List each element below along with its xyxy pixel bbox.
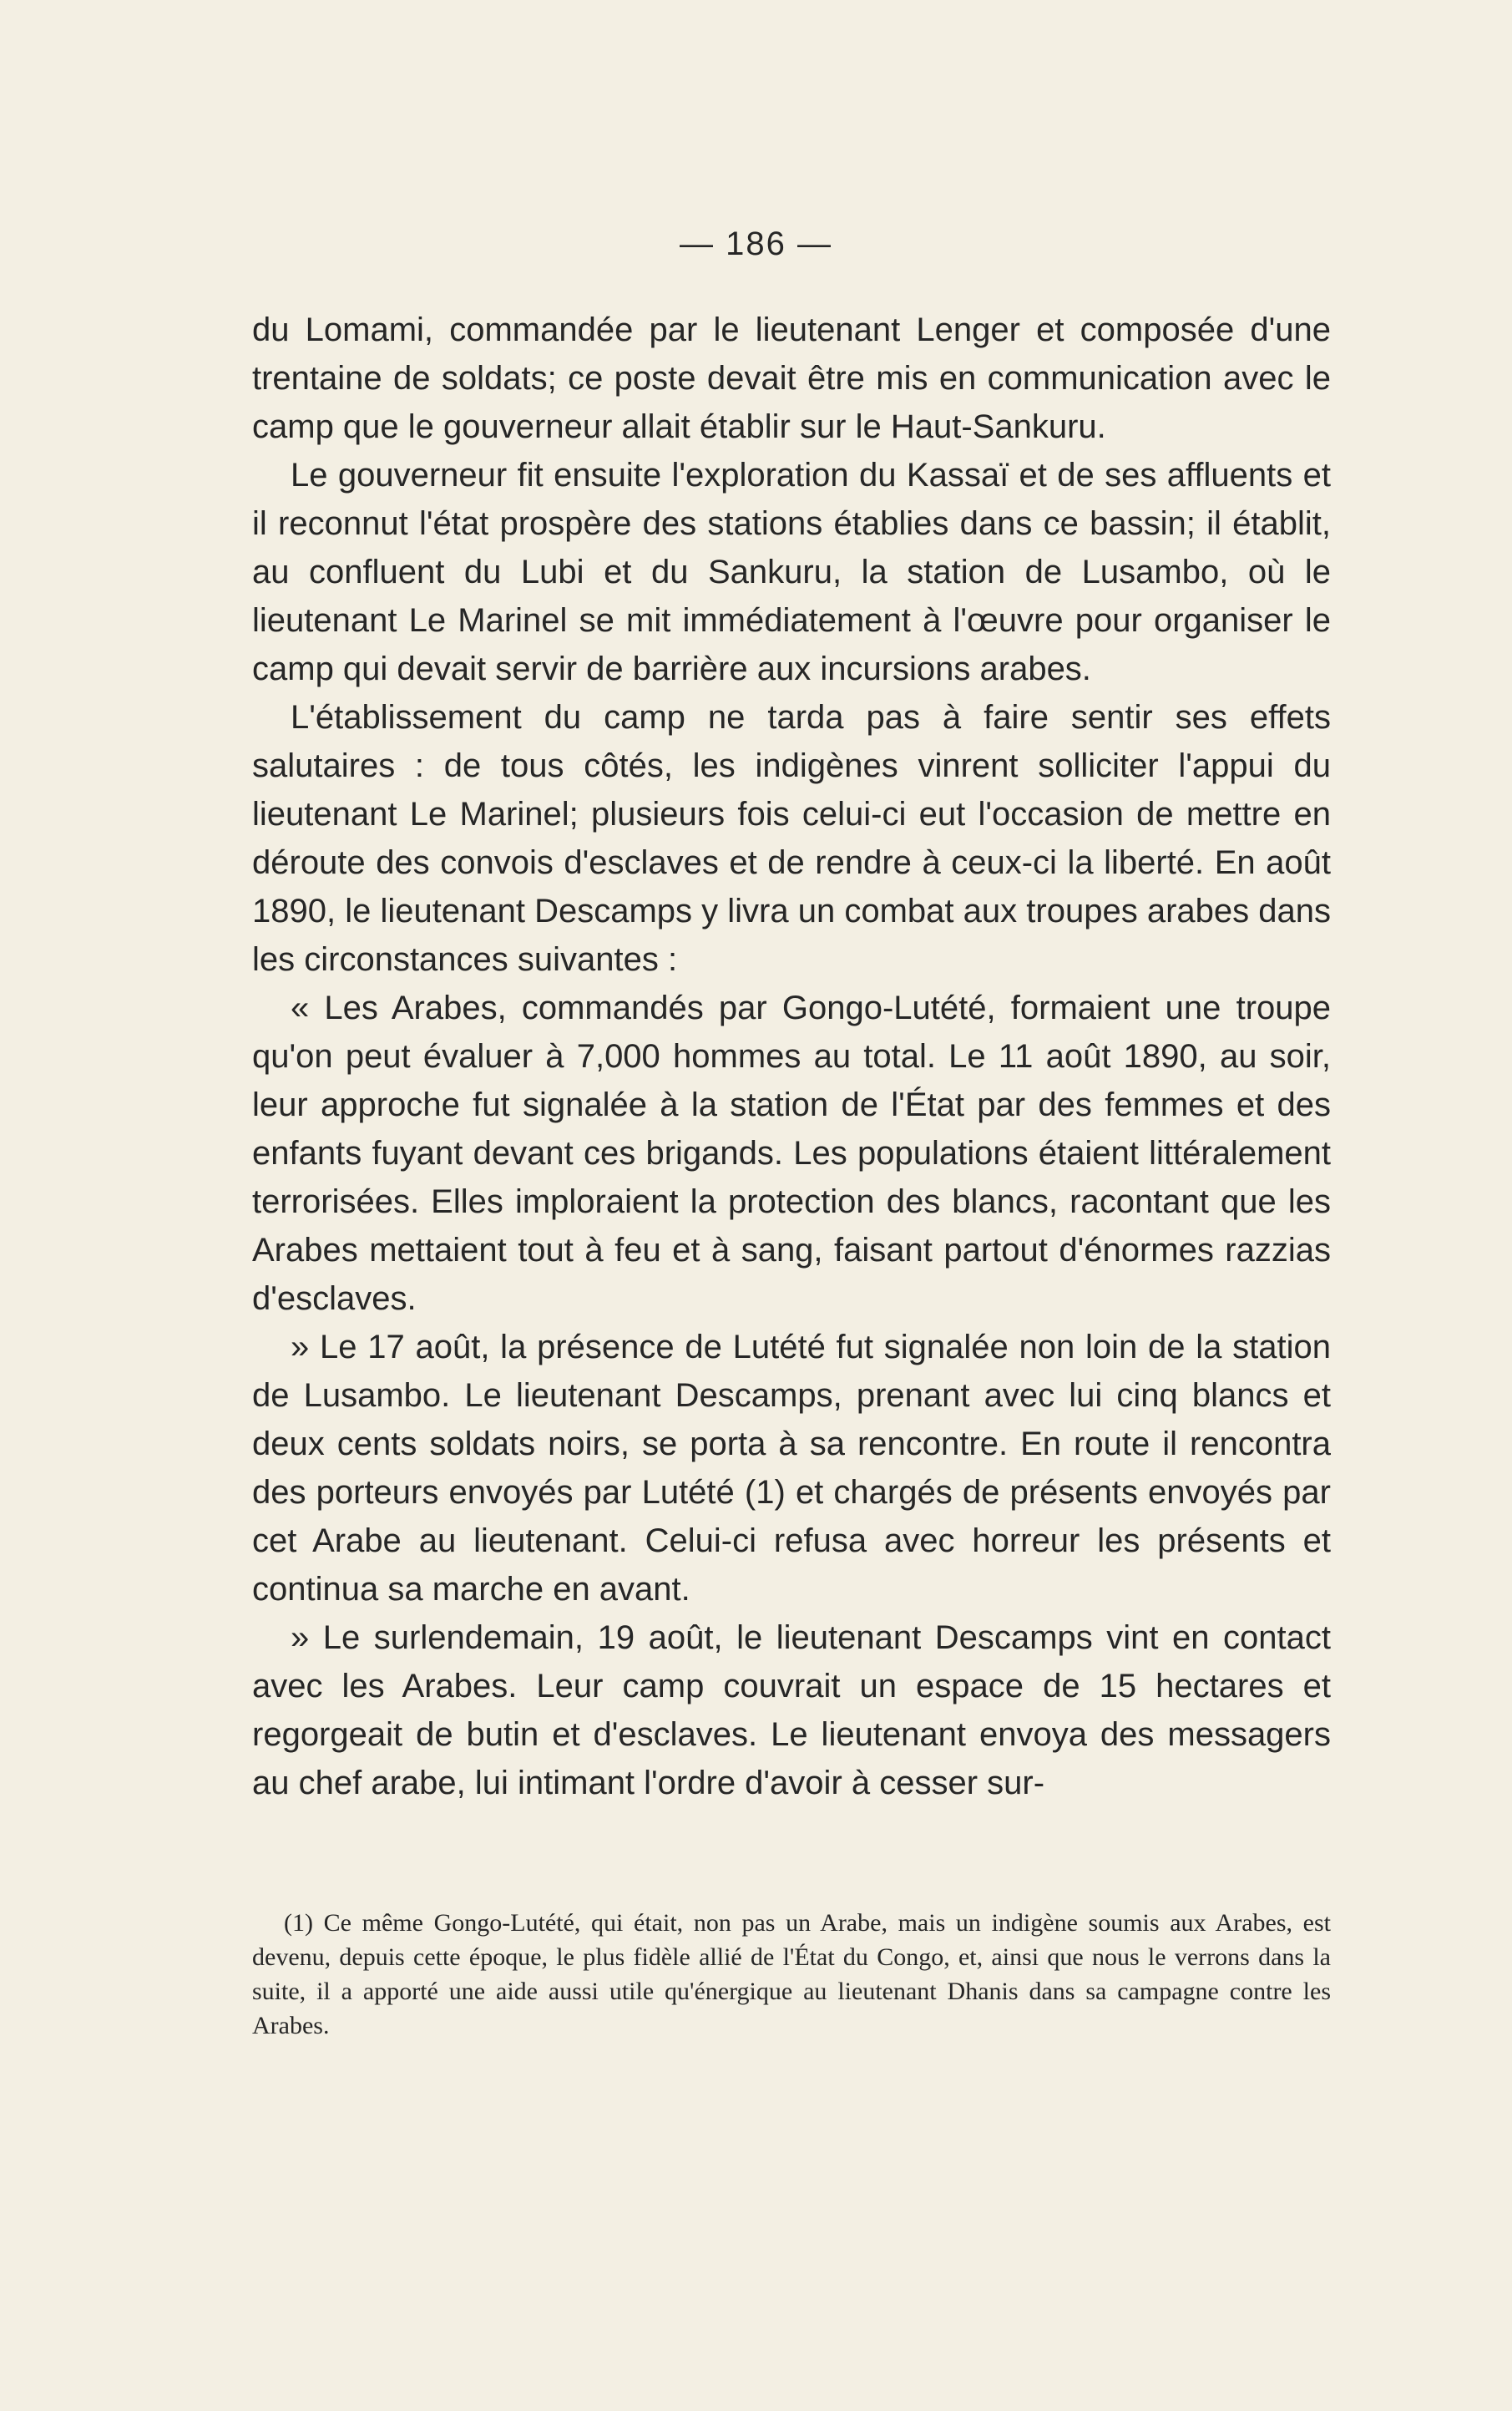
paragraph: » Le surlendemain, 19 août, le lieutenant Descamps vint en contact avec les Arabes. Leur camp couvrait un espace de 15 hectares et regorgeait de butin et d'esclaves. Le lieutenant envoya des messagers au chef arabe, lui intimant l'ordre d'avoir à cesser sur- [252,1619,1331,1801]
paragraph: du Lomami, commandée par le lieutenant Lenger et composée d'une trentaine de soldats; ce poste devait être mis en communication avec le camp que le gouverneur allait établir sur le Haut-Sankuru. [252,312,1331,445]
footnotes [252,1906,1331,2043]
footnote: (1) Ce même Gongo-Lutété, qui était, non pas un Arabe, mais un indigène soumis aux Arabes, est devenu, depuis cette époque, le plus fidèle allié de l'État du Congo, et, ainsi que nous le verrons dans la suite, il a apporté une aide aussi utile qu'énergique au lieutenant Dhanis dans sa campagne contre les Arabes. [252,1909,1331,2039]
paragraph: Le gouverneur fit ensuite l'exploration du Kassaï et de ses affluents et il reconnut l'état prospère des stations établies dans ce bassin; il établit, au confluent du Lubi et du Sankuru, la station de Lusambo, où le lieutenant Le Marinel se mit immédiatement à l'œuvre pour organiser le camp qui devait servir de barrière aux incursions arabes. [252,457,1331,687]
body-text [252,306,1331,1807]
paragraph: « Les Arabes, commandés par Gongo-Lutété, formaient une troupe qu'on peut évaluer à 7,000 hommes au total. Le 11 août 1890, au soir, leur approche fut signalée à la station de l'État par des femmes et des enfants fuyant devant ces brigands. Les populations étaient littéralement terrorisées. Elles imploraient la protection des blancs, racontant que les Arabes mettaient tout à feu et à sang, faisant partout d'énormes razzias d'esclaves. [252,990,1331,1317]
page-number: — 186 — [680,225,832,262]
paragraph: L'établissement du camp ne tarda pas à faire sentir ses effets salutaires : de tous côtés, les indigènes vinrent solliciter l'appui du lieutenant Le Marinel; plusieurs fois celui-ci eut l'occasion de mettre en déroute des convois d'esclaves et de rendre à ceux-ci la liberté. En août 1890, le lieutenant Descamps y livra un combat aux troupes arabes dans les circonstances suivantes : [252,699,1331,978]
paragraph: » Le 17 août, la présence de Lutété fut signalée non loin de la station de Lusambo. Le lieutenant Descamps, prenant avec lui cinq blancs et deux cents soldats noirs, se porta à sa rencontre. En route il rencontra des porteurs envoyés par Lutété (1) et chargés de présents envoyés par cet Arabe au lieutenant. Celui-ci refusa avec horreur les présents et continua sa marche en avant. [252,1329,1331,1608]
